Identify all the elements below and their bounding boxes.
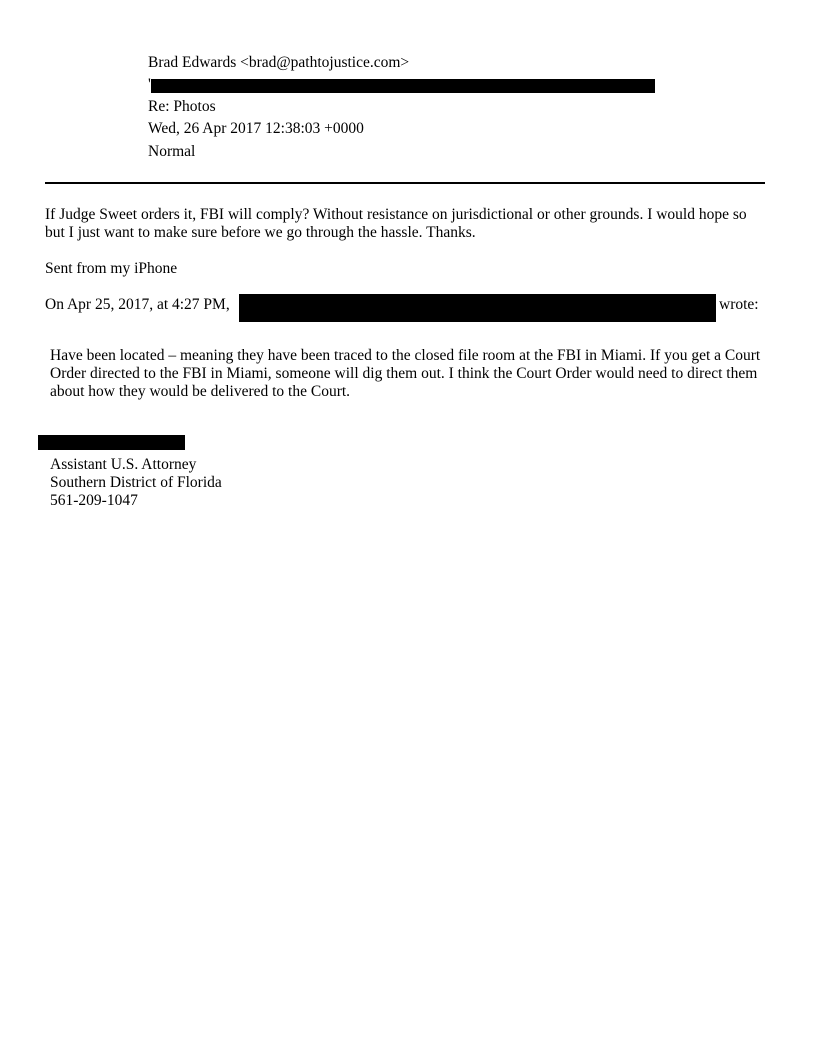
header-divider: [45, 182, 765, 184]
sender-title: Assistant U.S. Attorney: [50, 456, 197, 473]
from-value: Brad Edwards <brad@pathtojustice.com>: [148, 54, 410, 71]
to-redaction: [151, 79, 655, 93]
sender-office: Southern District of Florida: [50, 474, 222, 491]
mobile-signature: Sent from my iPhone: [45, 260, 178, 277]
message-body: If Judge Sweet orders it, FBI will comply? Without resistance on jurisdictional or other grounds. I would hope so but I just want to make sure before we go through the hassle. Thanks.: [45, 206, 747, 241]
sender-name-redaction: [38, 435, 185, 450]
quoted-message: Have been located – meaning they have been traced to the closed file room at the FBI in Miami. If you get a Court Order directed to the FBI in Miami, someone will dig them out. I think the Court Order would need to direct them about how they would be delivered to the Court.: [50, 347, 761, 400]
quote-intro-prefix: On Apr 25, 2017, at 4:27 PM,: [45, 296, 230, 313]
quote-sender-redaction: [239, 294, 716, 322]
date-value: Wed, 26 Apr 2017 12:38:03 +0000: [148, 120, 364, 137]
sender-phone: 561-209-1047: [50, 492, 138, 509]
importance-value: Normal: [148, 143, 196, 160]
quote-intro-suffix: wrote:: [719, 296, 759, 313]
to-value: ': [148, 76, 151, 93]
subject-value: Re: Photos: [148, 98, 216, 115]
